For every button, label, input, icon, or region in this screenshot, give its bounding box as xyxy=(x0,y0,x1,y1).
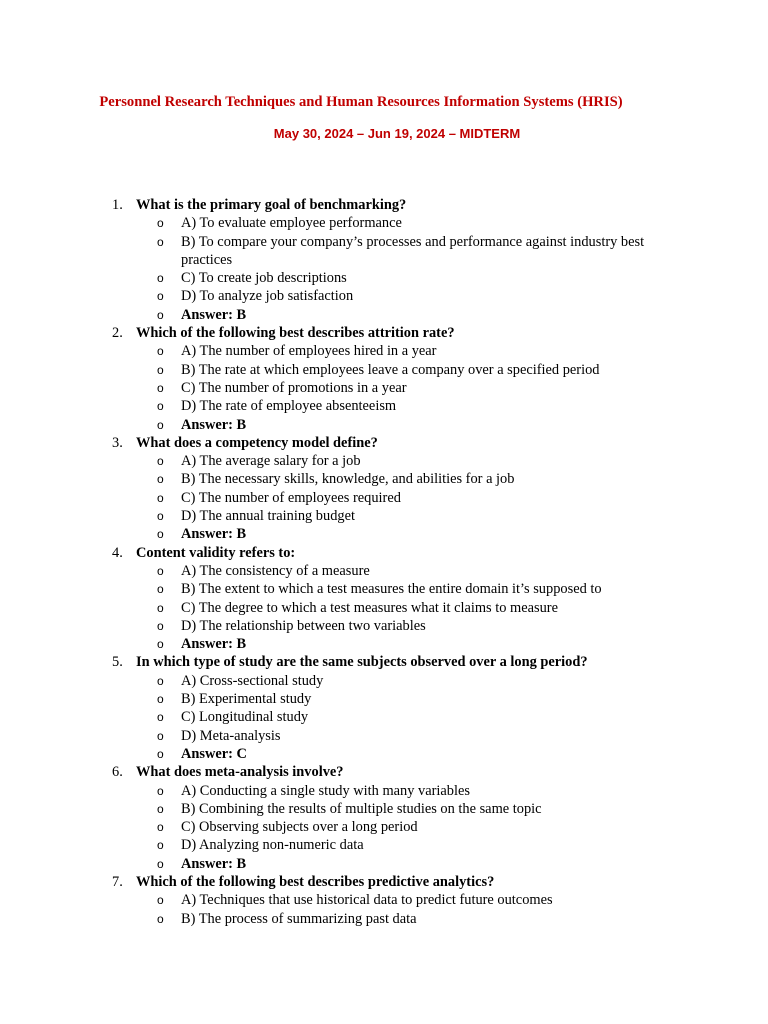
answer-text: Answer: C xyxy=(181,745,247,762)
circle-bullet-icon: o xyxy=(157,893,164,908)
answer-item xyxy=(0,306,768,324)
question-number: 4. xyxy=(112,544,123,561)
question-item xyxy=(0,544,768,654)
answer-item xyxy=(0,745,768,763)
answer-item xyxy=(0,635,768,653)
option-text: D) To analyze job satisfaction xyxy=(181,288,354,305)
question-text: Content validity refers to: xyxy=(136,544,296,561)
answer-option xyxy=(0,836,768,854)
option-text: C) The number of employees required xyxy=(181,489,401,506)
question-header xyxy=(0,196,768,214)
question-list xyxy=(0,196,768,928)
option-text: C) Observing subjects over a long period xyxy=(181,819,418,836)
option-text: C) Longitudinal study xyxy=(181,709,309,726)
answer-option xyxy=(0,214,768,232)
option-text: D) The relationship between two variables xyxy=(181,617,426,634)
circle-bullet-icon: o xyxy=(157,509,164,524)
question-header xyxy=(0,763,768,781)
answer-text: Answer: B xyxy=(181,416,247,433)
circle-bullet-icon: o xyxy=(157,490,164,505)
answer-text: Answer: B xyxy=(181,526,247,543)
option-text: A) To evaluate employee performance xyxy=(181,215,402,232)
circle-bullet-icon: o xyxy=(157,216,164,231)
option-text: B) To compare your company’s processes and performance against industry best practices xyxy=(181,233,645,268)
answer-option xyxy=(0,489,768,507)
circle-bullet-icon: o xyxy=(157,801,164,816)
option-text: A) Conducting a single study with many variables xyxy=(181,782,470,799)
option-text: B) Combining the results of multiple studies on the same topic xyxy=(181,800,542,817)
option-text: C) The degree to which a test measures what it claims to measure xyxy=(181,599,558,616)
question-item xyxy=(0,873,768,928)
option-text: D) Analyzing non-numeric data xyxy=(181,837,364,854)
option-text: A) Techniques that use historical data to predict future outcomes xyxy=(181,892,553,909)
circle-bullet-icon: o xyxy=(157,362,164,377)
answer-option xyxy=(0,690,768,708)
option-text: B) Experimental study xyxy=(181,691,312,708)
answer-option xyxy=(0,397,768,415)
answer-option xyxy=(0,507,768,525)
answer-item xyxy=(0,525,768,543)
question-text: What does a competency model define? xyxy=(136,434,378,451)
question-text: What does meta-analysis involve? xyxy=(136,764,344,781)
circle-bullet-icon: o xyxy=(157,472,164,487)
circle-bullet-icon: o xyxy=(157,417,164,432)
question-header xyxy=(0,653,768,671)
circle-bullet-icon: o xyxy=(157,710,164,725)
answer-option xyxy=(0,562,768,580)
circle-bullet-icon: o xyxy=(157,783,164,798)
circle-bullet-icon: o xyxy=(157,746,164,761)
answer-option xyxy=(0,599,768,617)
question-text: Which of the following best describes predictive analytics? xyxy=(136,873,495,890)
answer-item xyxy=(0,416,768,434)
option-text: A) The average salary for a job xyxy=(181,453,361,470)
circle-bullet-icon: o xyxy=(157,820,164,835)
circle-bullet-icon: o xyxy=(157,838,164,853)
option-text: B) The process of summarizing past data xyxy=(181,910,417,927)
circle-bullet-icon: o xyxy=(157,692,164,707)
option-text: C) The number of promotions in a year xyxy=(181,379,407,396)
answer-option xyxy=(0,891,768,909)
question-text: Which of the following best describes attrition rate? xyxy=(136,325,455,342)
answer-option xyxy=(0,361,768,379)
circle-bullet-icon: o xyxy=(157,618,164,633)
answer-option xyxy=(0,910,768,928)
circle-bullet-icon: o xyxy=(157,600,164,615)
answer-option xyxy=(0,452,768,470)
question-header xyxy=(0,434,768,452)
question-number: 5. xyxy=(112,654,123,671)
answer-text: Answer: B xyxy=(181,306,247,323)
question-item xyxy=(0,196,768,324)
document-title: Personnel Research Techniques and Human Resources Information Systems (HRIS) xyxy=(99,94,623,110)
answer-option xyxy=(0,580,768,598)
answer-option xyxy=(0,342,768,360)
question-number: 2. xyxy=(112,325,123,342)
circle-bullet-icon: o xyxy=(157,380,164,395)
option-text: A) The consistency of a measure xyxy=(181,562,370,579)
answer-option xyxy=(0,379,768,397)
question-number: 6. xyxy=(112,764,123,781)
answer-option xyxy=(0,672,768,690)
option-text: D) Meta-analysis xyxy=(181,727,281,744)
exam-dates-subtitle: May 30, 2024 – Jun 19, 2024 – MIDTERM xyxy=(273,126,521,141)
circle-bullet-icon: o xyxy=(157,344,164,359)
answer-option xyxy=(0,727,768,745)
circle-bullet-icon: o xyxy=(157,289,164,304)
question-number: 3. xyxy=(112,434,123,451)
answer-option xyxy=(0,233,768,270)
circle-bullet-icon: o xyxy=(157,527,164,542)
answer-option xyxy=(0,269,768,287)
option-text: B) The extent to which a test measures the entire domain it’s supposed to xyxy=(181,581,602,598)
circle-bullet-icon: o xyxy=(157,673,164,688)
question-header xyxy=(0,544,768,562)
answer-option xyxy=(0,782,768,800)
answer-option xyxy=(0,287,768,305)
question-item xyxy=(0,434,768,544)
answer-item xyxy=(0,855,768,873)
circle-bullet-icon: o xyxy=(157,911,164,926)
option-text: A) Cross-sectional study xyxy=(181,672,324,689)
question-item xyxy=(0,763,768,873)
circle-bullet-icon: o xyxy=(157,454,164,469)
question-text: In which type of study are the same subjects observed over a long period? xyxy=(136,654,588,671)
option-text: D) The rate of employee absenteeism xyxy=(181,398,397,415)
question-number: 1. xyxy=(112,197,123,213)
circle-bullet-icon: o xyxy=(157,234,164,249)
question-text: What is the primary goal of benchmarking? xyxy=(136,197,407,213)
answer-option xyxy=(0,470,768,488)
answer-text: Answer: B xyxy=(181,855,247,872)
answer-option xyxy=(0,818,768,836)
circle-bullet-icon: o xyxy=(157,728,164,743)
answer-option xyxy=(0,617,768,635)
question-item xyxy=(0,653,768,763)
option-text: D) The annual training budget xyxy=(181,508,355,525)
circle-bullet-icon: o xyxy=(157,563,164,578)
question-item xyxy=(0,324,768,434)
answer-option xyxy=(0,800,768,818)
circle-bullet-icon: o xyxy=(157,307,164,322)
question-header xyxy=(0,324,768,342)
answer-option xyxy=(0,708,768,726)
circle-bullet-icon: o xyxy=(157,271,164,286)
answer-text: Answer: B xyxy=(181,636,247,653)
question-header xyxy=(0,873,768,891)
circle-bullet-icon: o xyxy=(157,399,164,414)
option-text: A) The number of employees hired in a year xyxy=(181,343,437,360)
option-text: C) To create job descriptions xyxy=(181,270,347,287)
option-text: B) The rate at which employees leave a company over a specified period xyxy=(181,361,600,378)
option-text: B) The necessary skills, knowledge, and abilities for a job xyxy=(181,471,515,488)
circle-bullet-icon: o xyxy=(157,637,164,652)
circle-bullet-icon: o xyxy=(157,582,164,597)
circle-bullet-icon: o xyxy=(157,856,164,871)
question-number: 7. xyxy=(112,873,123,890)
